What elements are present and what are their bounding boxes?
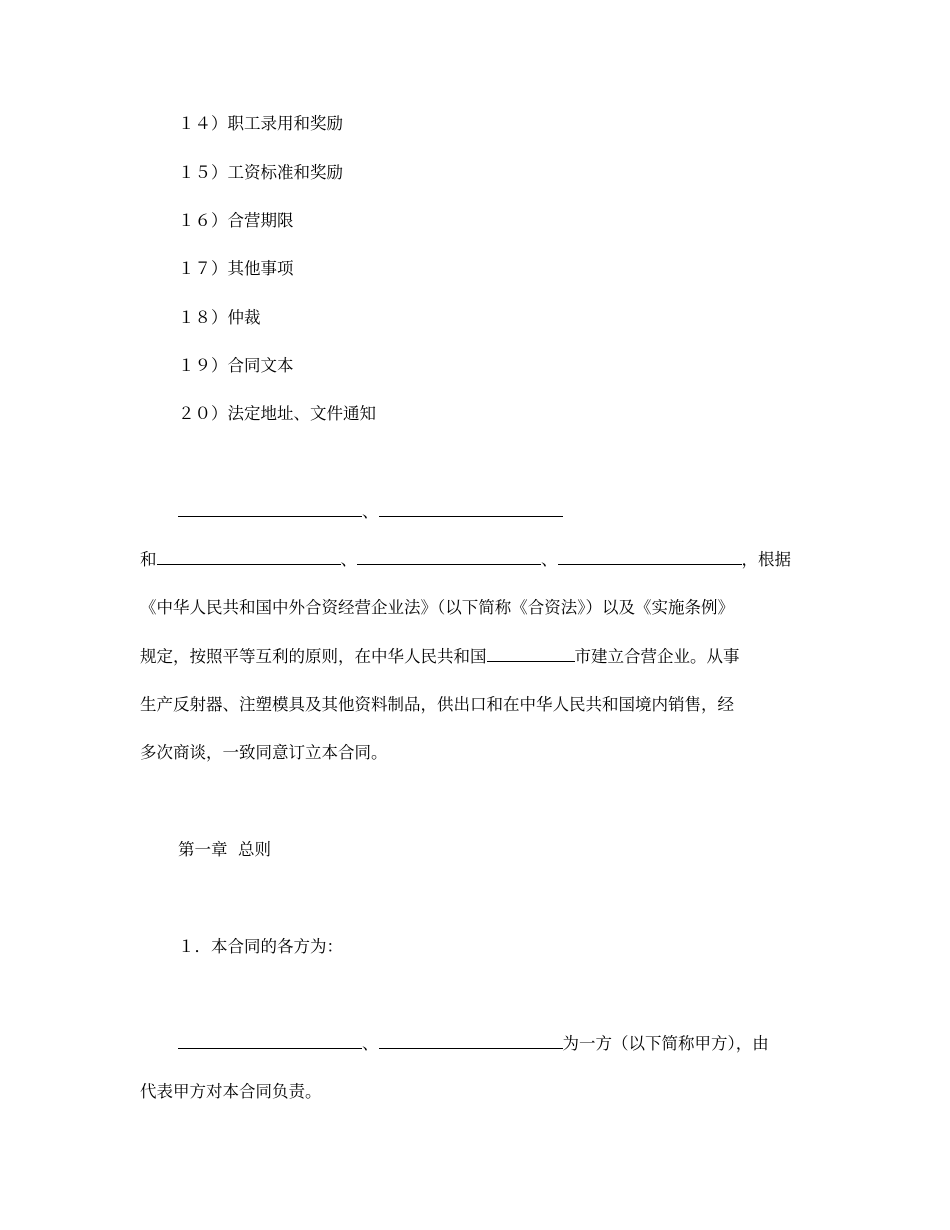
list-item: ２０）法定地址、文件通知 xyxy=(178,404,376,423)
preamble-line-2 xyxy=(140,550,791,570)
party-a-suffix: 为一方（以下简称甲方），由 xyxy=(562,1034,769,1053)
preamble-line-4 xyxy=(140,647,740,667)
list-item: １９）合同文本 xyxy=(178,356,294,375)
separator: 、 xyxy=(362,1034,379,1053)
list-item: １５）工资标准和奖励 xyxy=(178,163,343,182)
party-a-name-blank xyxy=(379,1034,563,1049)
chapter-title: 第一章 总则 xyxy=(178,840,271,859)
conjunction: 和 xyxy=(140,550,157,569)
separator: 、 xyxy=(541,550,558,569)
list-item: １７）其他事项 xyxy=(178,259,294,278)
preamble-line-4-after: 市建立合营企业。从事 xyxy=(574,647,740,666)
preamble-line-2-suffix: ，根据 xyxy=(741,550,791,569)
list-item: １４）职工录用和奖励 xyxy=(178,114,343,133)
party-name-blank xyxy=(157,550,341,565)
separator: 、 xyxy=(340,550,357,569)
party-a-name-blank xyxy=(178,1034,362,1049)
party-a-line-1 xyxy=(178,1034,769,1054)
party-name-blank xyxy=(178,502,362,517)
party-name-blank xyxy=(379,502,563,517)
list-item: １８）仲裁 xyxy=(178,308,261,327)
list-item: １６）合营期限 xyxy=(178,211,294,230)
preamble-line-1 xyxy=(178,502,563,522)
article-1-heading: １．本合同的各方为： xyxy=(178,937,343,956)
preamble-line-3: 《中华人民共和国中外合资经营企业法》（以下简称《合资法》）以及《实施条例》 xyxy=(140,598,734,617)
preamble-line-5: 生产反射器、注塑模具及其他资料制品，供出口和在中华人民共和国境内销售，经 xyxy=(140,695,734,714)
party-name-blank xyxy=(357,550,541,565)
party-a-line-2: 代表甲方对本合同负责。 xyxy=(140,1082,322,1101)
separator: 、 xyxy=(362,502,379,521)
party-name-blank xyxy=(558,550,742,565)
preamble-line-4-before: 规定，按照平等互利的原则，在中华人民共和国 xyxy=(140,647,487,666)
preamble-line-6: 多次商谈，一致同意订立本合同。 xyxy=(140,743,388,762)
city-blank xyxy=(487,647,575,662)
